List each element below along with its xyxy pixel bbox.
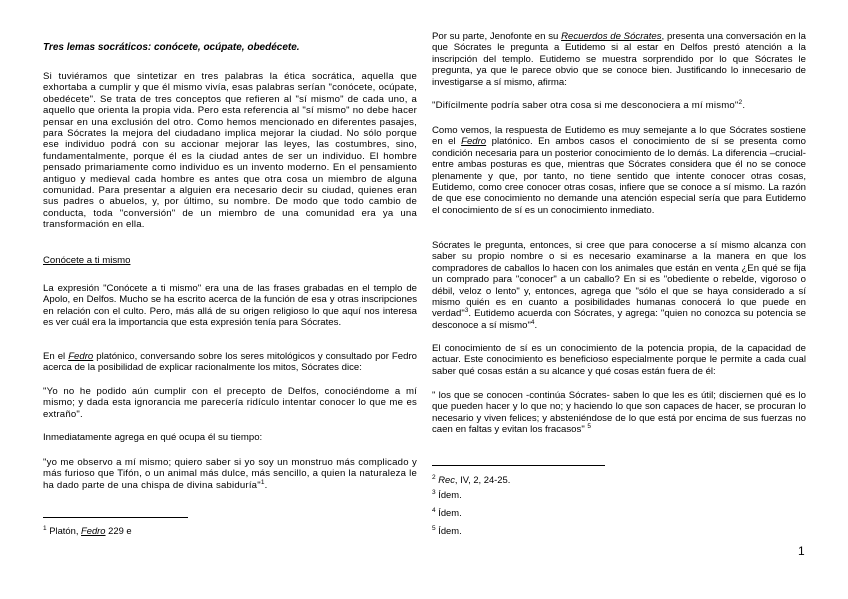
delfos-paragraph: La expresión "Conócete a ti mismo" era una de las frases grabadas en el templo de Apolo, en Delfos. Mucho se ha escrito acerca de la función de esa y otras inscripciones en relación con el culto. Pero, más allá de su origen religioso lo que aquí nos interesa es ver cuál era la importancia que esta expresión tenía para Sócrates. xyxy=(43,283,417,329)
quote-eutidemo-text: "Difícilmente podría saber otra cosa si me desconociera a mí mismo" xyxy=(432,100,739,111)
fedro-paragraph xyxy=(43,351,417,374)
quote-tifon: "yo me observo a mí mismo; quiero saber si yo soy un monstruo más complicado y más furioso que Tifón, o un animal más dulce, más sencillo, a quien la naturaleza le ha dado parte de una chispa de divina sabiduría"$^1$. xyxy=(43,457,417,491)
footnote-5-number: 5 xyxy=(432,524,436,532)
footnote-ref-5[interactable]: 5 xyxy=(587,423,592,431)
footnote-1-number: 1 xyxy=(43,524,47,532)
footnote-ref-2[interactable]: 2 xyxy=(738,98,743,106)
quote-utilidad xyxy=(432,390,806,436)
time-paragraph: Inmediatamente agrega en qué ocupa él su tiempo: xyxy=(43,432,263,443)
subheading-text: Conócete a ti mismo xyxy=(43,255,131,266)
comparison-start: Como vemos, la respuesta de Eutidemo es muy semejante a lo que Sócrates sostiene en el xyxy=(432,125,806,148)
footnote-4-text: Ídem. xyxy=(435,507,462,518)
footnote-5 xyxy=(432,525,462,536)
subheading-conocete xyxy=(43,255,417,266)
quote-tifon-text: "yo me observo a mí mismo; quiero saber si yo soy un monstruo más complicado y más furioso que Tifón, o un animal más dulce, más sencillo, a quien la naturaleza le ha dado parte de una chispa de divina sabiduría" xyxy=(43,457,417,491)
footnote-divider-right xyxy=(432,465,605,466)
quote-delfos: "Yo no he podido aún cumplir con el precepto de Delfos, conociéndome a mí mismo; y dada esta ignorancia me parecería ridículo intentar conocer lo que me es extraño". xyxy=(43,386,417,420)
footnote-2-rec: Rec xyxy=(438,474,455,485)
comparison-end: platónico. En ambos casos el conocimiento de sí se presenta como condición necesaria para un posterior conocimiento de lo demás. La diferencia –crucial- entre ambas posturas es que, mientras que Sócrates considera que él no se conoce plenamente y que, por tanto, no tiene sentido que intente conocer otras cosas, Eutidemo, como cree conocer otras cosas, infiere que se conoce a sí mismo. La razón de que ese conocimiento no demande una atención especial sería que para Eutidemo el conocimiento de sí es un conocimiento inmediato. xyxy=(432,136,806,216)
footnote-divider-left xyxy=(43,517,188,518)
horse-middle: . Eutidemo acuerda con Sócrates, y agrega: "quien no conozca su potencia se desconoce a sí mismo" xyxy=(432,308,806,331)
footnote-ref-1[interactable]: 1 xyxy=(260,478,265,486)
footnote-1-text-start: Platón, xyxy=(49,525,82,536)
footnote-2-text: , IV, 2, 24-25. xyxy=(454,474,511,485)
fedro-link[interactable]: Fedro xyxy=(68,351,94,362)
footnote-1-fedro-link[interactable]: Fedro xyxy=(81,525,106,536)
footnote-3-text: Ídem. xyxy=(435,489,462,500)
page-number: 1 xyxy=(798,544,805,558)
section-title: Tres lemas socráticos: conócete, ocúpate, obedécete. xyxy=(43,42,300,53)
intro-paragraph: Si tuviéramos que sintetizar en tres palabras la ética socrática, aquella que exhortaba a cumplir y que él mismo vivía, esas palabras serían "conócete, ocúpate, obedécete". Se trata de tres conceptos que refieren al "sí mismo" de cada uno, a aquello que orienta la propia vida. Pero esta referencia al "sí mismo" no debe hacer pensar en una exclusión del otro. Como hemos mencionado en diferentes pasajes, para Sócrates la mejora del ciudadano implica mejorar la ciudad. No sólo porque ese individuo podrá con su accionar mejorar las leyes, las costumbres, sino, fundamentalmente, porque él es la ciudad antes de ser un individuo. El hombre pensado primariamente como individuo es un invento moderno. En el pensamiento antiguo y medieval cada hombre es antes que otra cosa un miembro de alguna comunidad. Para presentar a alguien era necesario decir su ciudad, quienes eran sus padres o abuelos, y, por último, su nombre. De modo que todo cambio de conducta, toda "conversión" de un miembro de una comunidad era ya una transformación en ella. xyxy=(43,71,417,231)
comparison-paragraph xyxy=(432,125,806,216)
footnote-4-number: 4 xyxy=(432,506,436,514)
horse-paragraph xyxy=(432,240,806,331)
quote-utilidad-text: " los que se conocen -continúa Sócrates- saben lo que les es útil; disciernen qué es lo que pueden hacer y lo que no; y haciendo lo que son capaces de hacer, se procuran lo necesario y viven felices; y absteniéndose de lo que está por encima de sus fuerzas no caen en faltas y evitan los fracasos" xyxy=(432,390,806,436)
quote-eutidemo: "Difícilmente podría saber otra cosa si me desconociera a mí mismo"$^2$. xyxy=(432,98,746,111)
footnote-4 xyxy=(432,507,462,518)
footnote-1-text-end: 229 e xyxy=(105,525,132,536)
fedro-link-right[interactable]: Fedro xyxy=(461,136,487,148)
jenofonte-paragraph xyxy=(432,31,806,88)
footnote-ref-3[interactable]: 3 xyxy=(464,307,469,315)
fedro-paragraph-start: En el xyxy=(43,351,69,362)
horse-end: . xyxy=(534,319,538,331)
horse-start: Sócrates le pregunta, entonces, si cree que para conocerse a sí mismo alcanza con saber su propio nombre o si es necesario examinarse a la manera en que los compradores de caballos lo hacen con los animales que están en venta ¿En qué se fija un comprado para "conocer" a un caballo? En si es "obediente o rebelde, vigoroso o débil, veloz o lento" y, entonces, agrega que "sólo el que se haya considerado a sí mismo quién es en cuanto a posibilidades humanas conocerá lo que puede en verdad" xyxy=(432,240,806,320)
jenofonte-start: Por su parte, Jenofonte en su xyxy=(432,31,562,42)
footnote-1 xyxy=(43,525,132,536)
footnote-ref-4[interactable]: 4 xyxy=(530,318,535,326)
footnote-5-text: Ídem. xyxy=(435,525,462,536)
footnote-3-number: 3 xyxy=(432,488,436,496)
footnote-2 xyxy=(432,474,510,485)
recuerdos-link[interactable]: Recuerdos de Sócrates xyxy=(561,31,662,42)
footnote-3 xyxy=(432,489,462,500)
fedro-paragraph-end: platónico, conversando sobre los seres mitológicos y consultado por Fedro acerca de la posibilidad de explicar racionalmente los mitos, Sócrates dice: xyxy=(43,351,417,374)
footnote-2-number: 2 xyxy=(432,473,436,481)
potencia-paragraph: El conocimiento de sí es un conocimiento de la potencia propia, de la capacidad de actuar. Este conocimiento es beneficioso especialmente porque le permite a cada cual saber qué cosas están a su alcance y qué cosas están fuera de él: xyxy=(432,343,806,377)
jenofonte-end: , presenta una conversación en la que Sócrates le pregunta a Eutidemo si al estar en Delfos prestó atención a la inscripción del templo. Eutidemo se muestra sorprendido por lo que Sócrates le pregunta, ya que le parece obvio que se conoce bien. Justificando lo innecesario de investigarse a sí mismo, afirma: xyxy=(432,31,807,88)
